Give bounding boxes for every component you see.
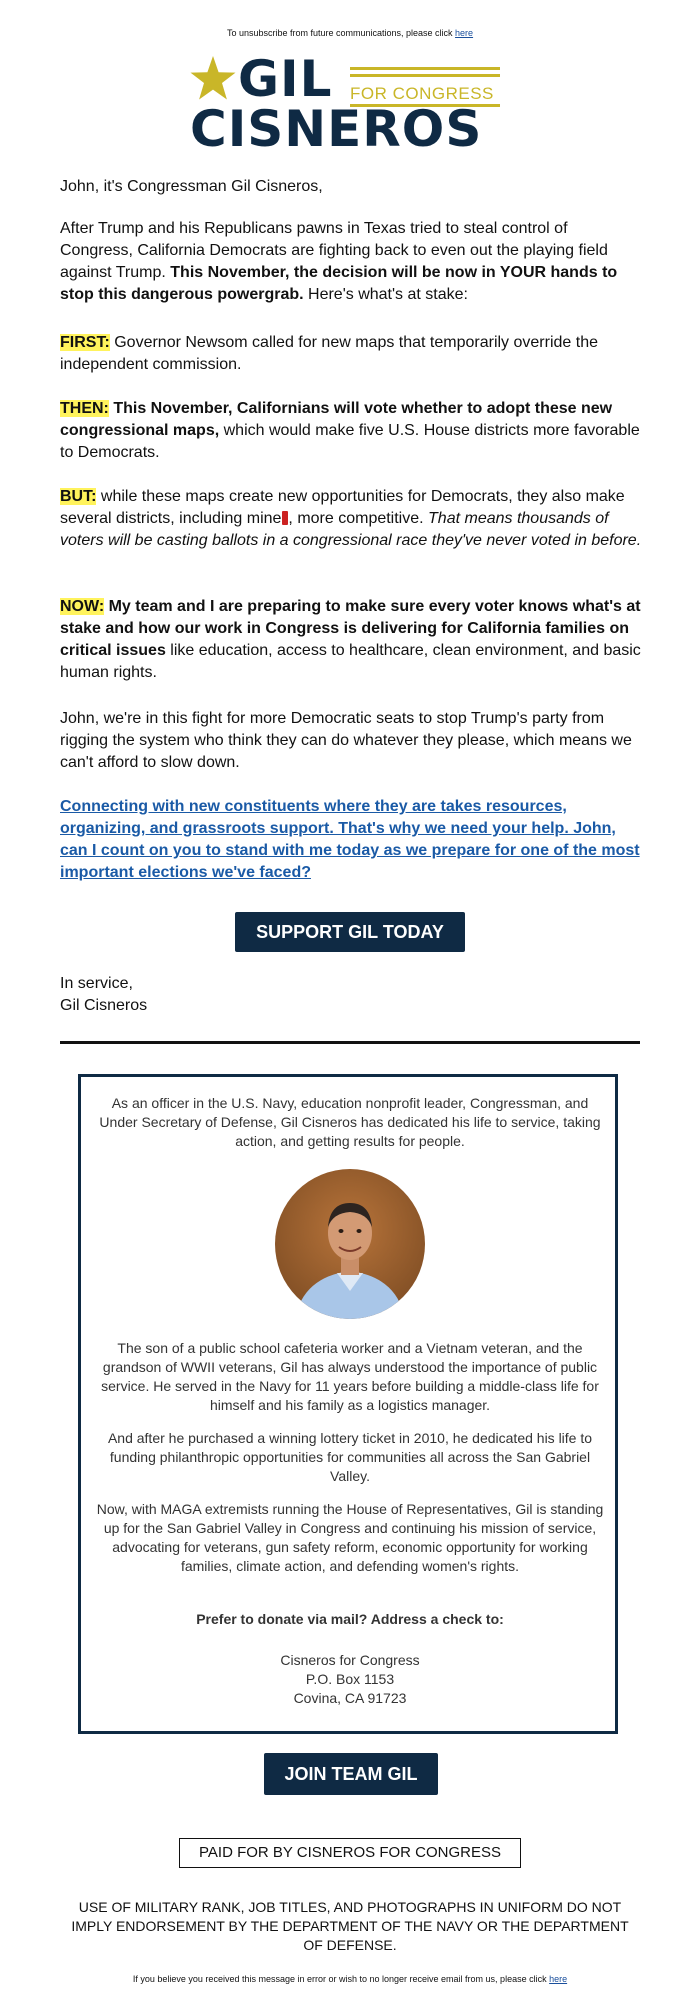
now-label: NOW:	[60, 598, 105, 615]
first-label: FIRST:	[60, 334, 110, 351]
intro-bold: This November, the decision will be now in YOUR hands to stop this dangerous powergrab.	[60, 264, 618, 303]
avatar	[275, 1169, 425, 1319]
footer-unsubscribe-text: If you believe you received this message in error or wish to no longer receive email from us, please click	[132, 1974, 550, 1984]
logo-rule-top	[350, 67, 500, 81]
logo-tagline: FOR CONGRESS	[350, 84, 494, 103]
paragraph-then	[60, 398, 642, 464]
campaign-logo	[190, 50, 510, 161]
now-text: like education, access to healthcare, clean environment, and basic human rights.	[60, 642, 641, 681]
bio-paragraph-upbringing: The son of a public school cafeteria worker and a Vietnam veteran, and the grandson of WWII veterans, Gil has always understood the importance of public service. He served in the Navy for 11 years before building a middle-class life for himself and his family as a logistics manager.	[101, 1340, 599, 1413]
unsubscribe-text: To unsubscribe from future communications, please click	[226, 28, 456, 38]
logo-first-name: GIL	[238, 50, 333, 108]
star-icon	[190, 55, 236, 101]
bio-intro: As an officer in the U.S. Navy, education nonprofit leader, Congressman, and Under Secretary of Defense, Gil Cisneros has dedicated his life to service, taking action, and getting results for people.	[99, 1095, 601, 1149]
support-gil-button[interactable]: SUPPORT GIL TODAY	[235, 912, 465, 952]
paragraph-first	[60, 332, 642, 376]
join-team-button[interactable]: JOIN TEAM GIL	[264, 1753, 438, 1795]
donate-link[interactable]: Connecting with new constituents where they are takes resources, organizing, and grassroots support. That's why we need your help. John, can I count on you to stand with me today as we prepare for one of the most important elections we've faced?	[60, 798, 640, 881]
but-label: BUT:	[60, 488, 97, 505]
greeting: John, it's Congressman Gil Cisneros,	[60, 178, 323, 195]
signoff: In service,	[60, 975, 133, 992]
portrait-image	[275, 1169, 425, 1319]
first-text: Governor Newsom called for new maps that temporarily override the independent commission.	[60, 334, 598, 373]
address-line-1: Cisneros for Congress	[280, 1652, 420, 1668]
paragraph-intro	[60, 218, 642, 306]
logo-last-name: CISNEROS	[190, 100, 483, 158]
but-italic: That means thousands of voters will be casting ballots in a congressional race they've never voted in before.	[60, 510, 642, 549]
then-label: THEN:	[60, 400, 109, 417]
but-text-b: , more competitive.	[288, 510, 429, 527]
paragraph-now	[60, 596, 642, 684]
footer-unsubscribe	[0, 1974, 700, 1984]
intro-text: After Trump and his Republicans pawns in Texas tried to steal control of Congress, California Democrats are fighting back to even out the playing field against Trump.	[60, 220, 608, 281]
mail-heading: Prefer to donate via mail? Address a check to:	[196, 1611, 504, 1627]
bio-paragraph-lottery: And after he purchased a winning lottery ticket in 2010, he dedicated his life to funding philanthropic opportunities for communities all across the San Gabriel Valley.	[107, 1430, 593, 1484]
unsubscribe-link[interactable]: here	[455, 28, 474, 38]
intro-tail: Here's what's at stake:	[303, 286, 468, 303]
paragraph-fight: John, we're in this fight for more Democratic seats to stop Trump's party from rigging the system who think they can do whatever they please, which means we can't afford to slow down.	[60, 710, 632, 771]
then-bold: This November, Californians will vote whether to adopt these new congressional maps,	[60, 400, 613, 439]
paragraph-but	[60, 486, 642, 552]
address-line-3: Covina, CA 91723	[293, 1690, 407, 1706]
but-text: while these maps create new opportunities for Democrats, they also make several districts, including mine	[60, 488, 625, 527]
footer-unsubscribe-link[interactable]: here	[549, 1974, 568, 1984]
then-text: which would make five U.S. House districts more favorable to Democrats.	[60, 422, 640, 461]
bio-paragraph-congress: Now, with MAGA extremists running the House of Representatives, Gil is standing up for the San Gabriel Valley in Congress and continuing his mission of service, advocating for veterans, gun safety reform, economic opportunity for working families, climate action, and defending women's rights.	[96, 1501, 604, 1574]
unsubscribe-notice	[0, 28, 700, 38]
address-line-2: P.O. Box 1153	[305, 1671, 395, 1687]
paid-for-box: PAID FOR BY CISNEROS FOR CONGRESS	[179, 1838, 521, 1868]
signature: Gil Cisneros	[60, 997, 148, 1014]
divider	[60, 1041, 640, 1044]
now-bold: My team and I are preparing to make sure every voter knows what's at stake and how our work in Congress is delivering for California families on critical issues	[60, 598, 641, 659]
military-disclaimer: USE OF MILITARY RANK, JOB TITLES, AND PHOTOGRAPHS IN UNIFORM DO NOT IMPLY ENDORSEMENT BY THE DEPARTMENT OF THE NAVY OR THE DEPARTMENT OF DEFENSE.	[71, 1899, 629, 1953]
